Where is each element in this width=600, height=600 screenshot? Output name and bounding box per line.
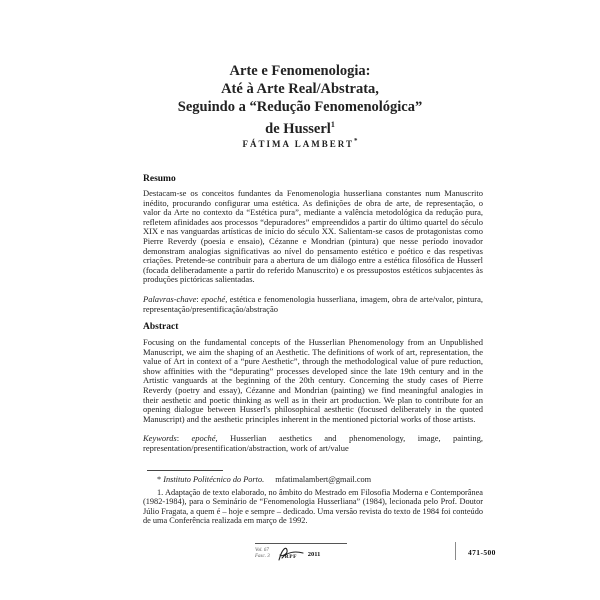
palavras-chave-line bbox=[143, 295, 483, 314]
footnote-affiliation-institution: Instituto Politécnico do Porto. bbox=[163, 475, 265, 484]
title-footnote-mark: 1 bbox=[330, 120, 335, 129]
volume-label: Vol. 67 bbox=[255, 548, 269, 553]
resumo-heading: Resumo bbox=[143, 174, 176, 184]
keywords-epoche: epoché bbox=[191, 433, 216, 443]
volume-fascicle-block bbox=[255, 548, 270, 560]
abstract-paragraph: Focusing on the fundamental concepts of the Husserlian Phenomenology from an Unpublished Manuscript, we aim the shaping of an Aesthetic. The definitions of work of art, representation, the value of Art in context of a “pure Aesthetic”, through the methodological value of pure reduction, show affinities with the “depurating” processes developed since the late 19th century and in the Artistic vanguards at the beginning of the 20th century. Concerning the study cases of Pierre Reverdy (poetry and essay), Cézanne and Mondrian (painting) we find meaningful analogies in their aesthetic and poetic thinking as well as in their art production. We plan to contribute for an opening dialogue between Husserl's philosophical aesthetic (focused deliberately in the quoted Manuscript) and the aesthetic principles inherent in the mentioned pictorial works of those artists. bbox=[143, 337, 483, 424]
footer-vertical-divider bbox=[455, 542, 456, 560]
author-name-text: FÁTIMA LAMBERT bbox=[242, 139, 354, 149]
abstract-heading: Abstract bbox=[143, 322, 179, 332]
journal-logo bbox=[273, 546, 305, 562]
author-affiliation-mark: * bbox=[353, 137, 358, 145]
title-line-4 bbox=[0, 116, 600, 138]
journal-logo-initials: RPF bbox=[284, 554, 297, 560]
footnote-affiliation bbox=[143, 475, 483, 484]
resumo-paragraph: Destacam-se os conceitos fundantes da Fenomenologia husserliana constantes num Manuscrito inédito, procurando configurar uma estética. As definições de obra de arte, de representação, o valor da Arte no contexto da “Estética pura”, mediante a valência metodológica da redução pura, refletem afinidades aos processos “depuradores” empreendidos a partir do último quartel do século XIX e nas vanguardas artísticas de início do século XX. Salientam-se casos de protagonistas como Pierre Reverdy (poesia e ensaio), Cézanne e Mondrian (pintura) que nesse período inovador demonstram analogias significativas ao nível do pensamento estético e poético e das respetivas criações. Pretende-se contribuir para a abertura de um diálogo entre a estética filosófica de Husserl (focada deliberadamente a partir do referido Manuscrito) e os pressupostos estéticos subjacentes às produções pictóricas salientadas. bbox=[143, 188, 483, 285]
article-title bbox=[0, 62, 600, 138]
author-name bbox=[0, 137, 600, 149]
footnote-separator-rule bbox=[147, 470, 223, 471]
palavras-chave-colon: : bbox=[196, 294, 202, 304]
footnote-affiliation-mark: * bbox=[157, 475, 162, 484]
palavras-chave-epoche: epoché bbox=[201, 294, 226, 304]
keywords-colon: : bbox=[176, 433, 192, 443]
title-line-2: Até à Arte Real/Abstrata, bbox=[221, 81, 379, 97]
page-range: 471-500 bbox=[468, 548, 496, 557]
palavras-chave-label: Palavras-chave bbox=[143, 294, 197, 304]
keywords-list: , Husserlian aesthetics and phenomenology, image, painting, representation/presentification/abstraction, work of art/value bbox=[143, 433, 483, 453]
title-line-3: Seguindo a “Redução Fenomenológica” bbox=[177, 99, 423, 115]
keywords-line bbox=[143, 434, 483, 453]
publication-year: 2011 bbox=[307, 550, 321, 558]
palavras-chave-list: , estética e fenomenologia husserliana, imagem, obra de arte/valor, pintura, representação/presentificação/abstração bbox=[143, 294, 483, 314]
title-line-4-text: de Husserl bbox=[265, 120, 331, 137]
keywords-label: Keywords bbox=[143, 433, 177, 443]
title-line-1: Arte e Fenomenologia: bbox=[229, 63, 371, 79]
fascicle-label: Fasc. 3 bbox=[255, 554, 270, 559]
footnote-1: 1. Adaptação de texto elaborado, no âmbito do Mestrado em Filosofia Moderna e Contemporânea (1982-1984), para o Seminário de “Fenomenologia Husserliana” (1984), lecionada pelo Prof. Doutor Júlio Fragata, a quem é – hoje e sempre – dedicado. Uma versão revista do texto de 1984 foi conteúdo de uma Conferência realizada em março de 1992. bbox=[143, 488, 483, 526]
journal-footer-imprint bbox=[255, 543, 347, 562]
footnote-affiliation-email: mfatimalambert@gmail.com bbox=[275, 475, 372, 484]
